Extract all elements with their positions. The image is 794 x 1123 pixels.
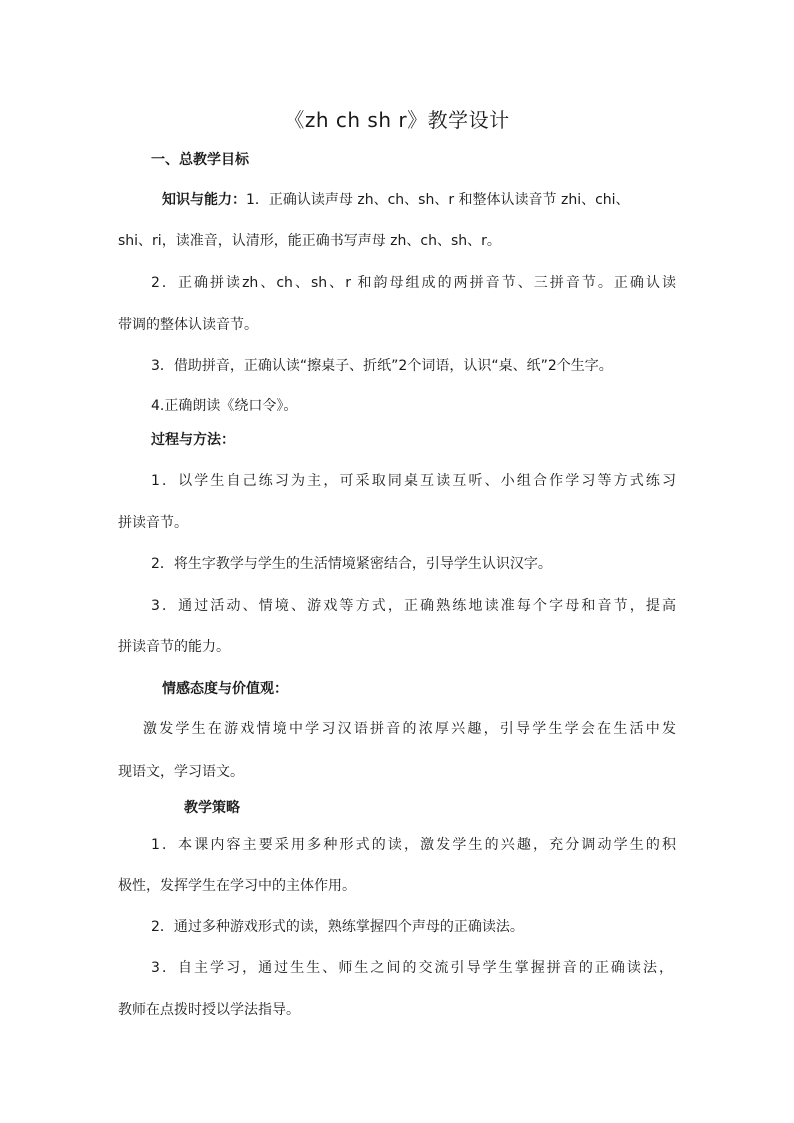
section-heading-overall-goals: 一、总教学目标 <box>151 152 249 168</box>
strategy-2: 2．通过多种游戏形式的读，熟练掌握四个声母的正确读法。 <box>151 919 524 935</box>
knowledge-3: 3．借助拼音，正确认读“擦桌子、折纸”2个词语，认识“桌、纸”2个生字。 <box>151 358 613 374</box>
process-1-line2: 拼读音节。 <box>118 515 188 531</box>
knowledge-4: 4.正确朗读《绕口令》。 <box>151 398 298 414</box>
strategy-3-line1: 3．自主学习，通过生生、师生之间的交流引导学生掌握拼音的正确读法， <box>151 960 673 976</box>
page-title: 《zh ch sh r》教学设计 <box>284 108 510 132</box>
knowledge-2-line1: 2．正确拼读zh、ch、sh、r 和韵母组成的两拼音节、三拼音节。正确认读 <box>151 275 676 291</box>
knowledge-paragraph-1 <box>162 190 630 210</box>
strategy-1-line1: 1．本课内容主要采用多种形式的读，激发学生的兴趣，充分调动学生的积 <box>151 837 676 853</box>
process-1-line1: 1．以学生自己练习为主，可采取同桌互读互听、小组合作学习等方式练习 <box>151 473 676 489</box>
knowledge-label: 知识与能力： <box>162 192 246 208</box>
process-2: 2．将生字教学与学生的生活情境紧密结合，引导学生认识汉字。 <box>151 556 552 572</box>
strategy-label: 教学策略 <box>184 800 240 816</box>
process-3-line2: 拼读音节的能力。 <box>118 639 230 655</box>
process-label: 过程与方法： <box>151 432 235 448</box>
emotion-label: 情感态度与价值观： <box>162 681 288 697</box>
strategy-3-line2: 教师在点拨时授以学法指导。 <box>118 1002 300 1018</box>
emotion-line1: 激发学生在游戏情境中学习汉语拼音的浓厚兴趣，引导学生学会在生活中发 <box>143 721 676 737</box>
emotion-line2: 现语文，学习语文。 <box>118 764 244 780</box>
knowledge-1-line1: 1．正确认读声母 zh、ch、sh、r 和整体认读音节 zhi、chi、 <box>246 192 630 208</box>
knowledge-2-line2: 带调的整体认读音节。 <box>118 317 258 333</box>
knowledge-1-line2: shi、ri，读准音，认清形，能正确书写声母 zh、ch、sh、r。 <box>118 233 501 249</box>
process-3-line1: 3．通过活动、情境、游戏等方式，正确熟练地读准每个字母和音节，提高 <box>151 598 676 614</box>
strategy-1-line2: 极性，发挥学生在学习中的主体作用。 <box>118 878 356 894</box>
